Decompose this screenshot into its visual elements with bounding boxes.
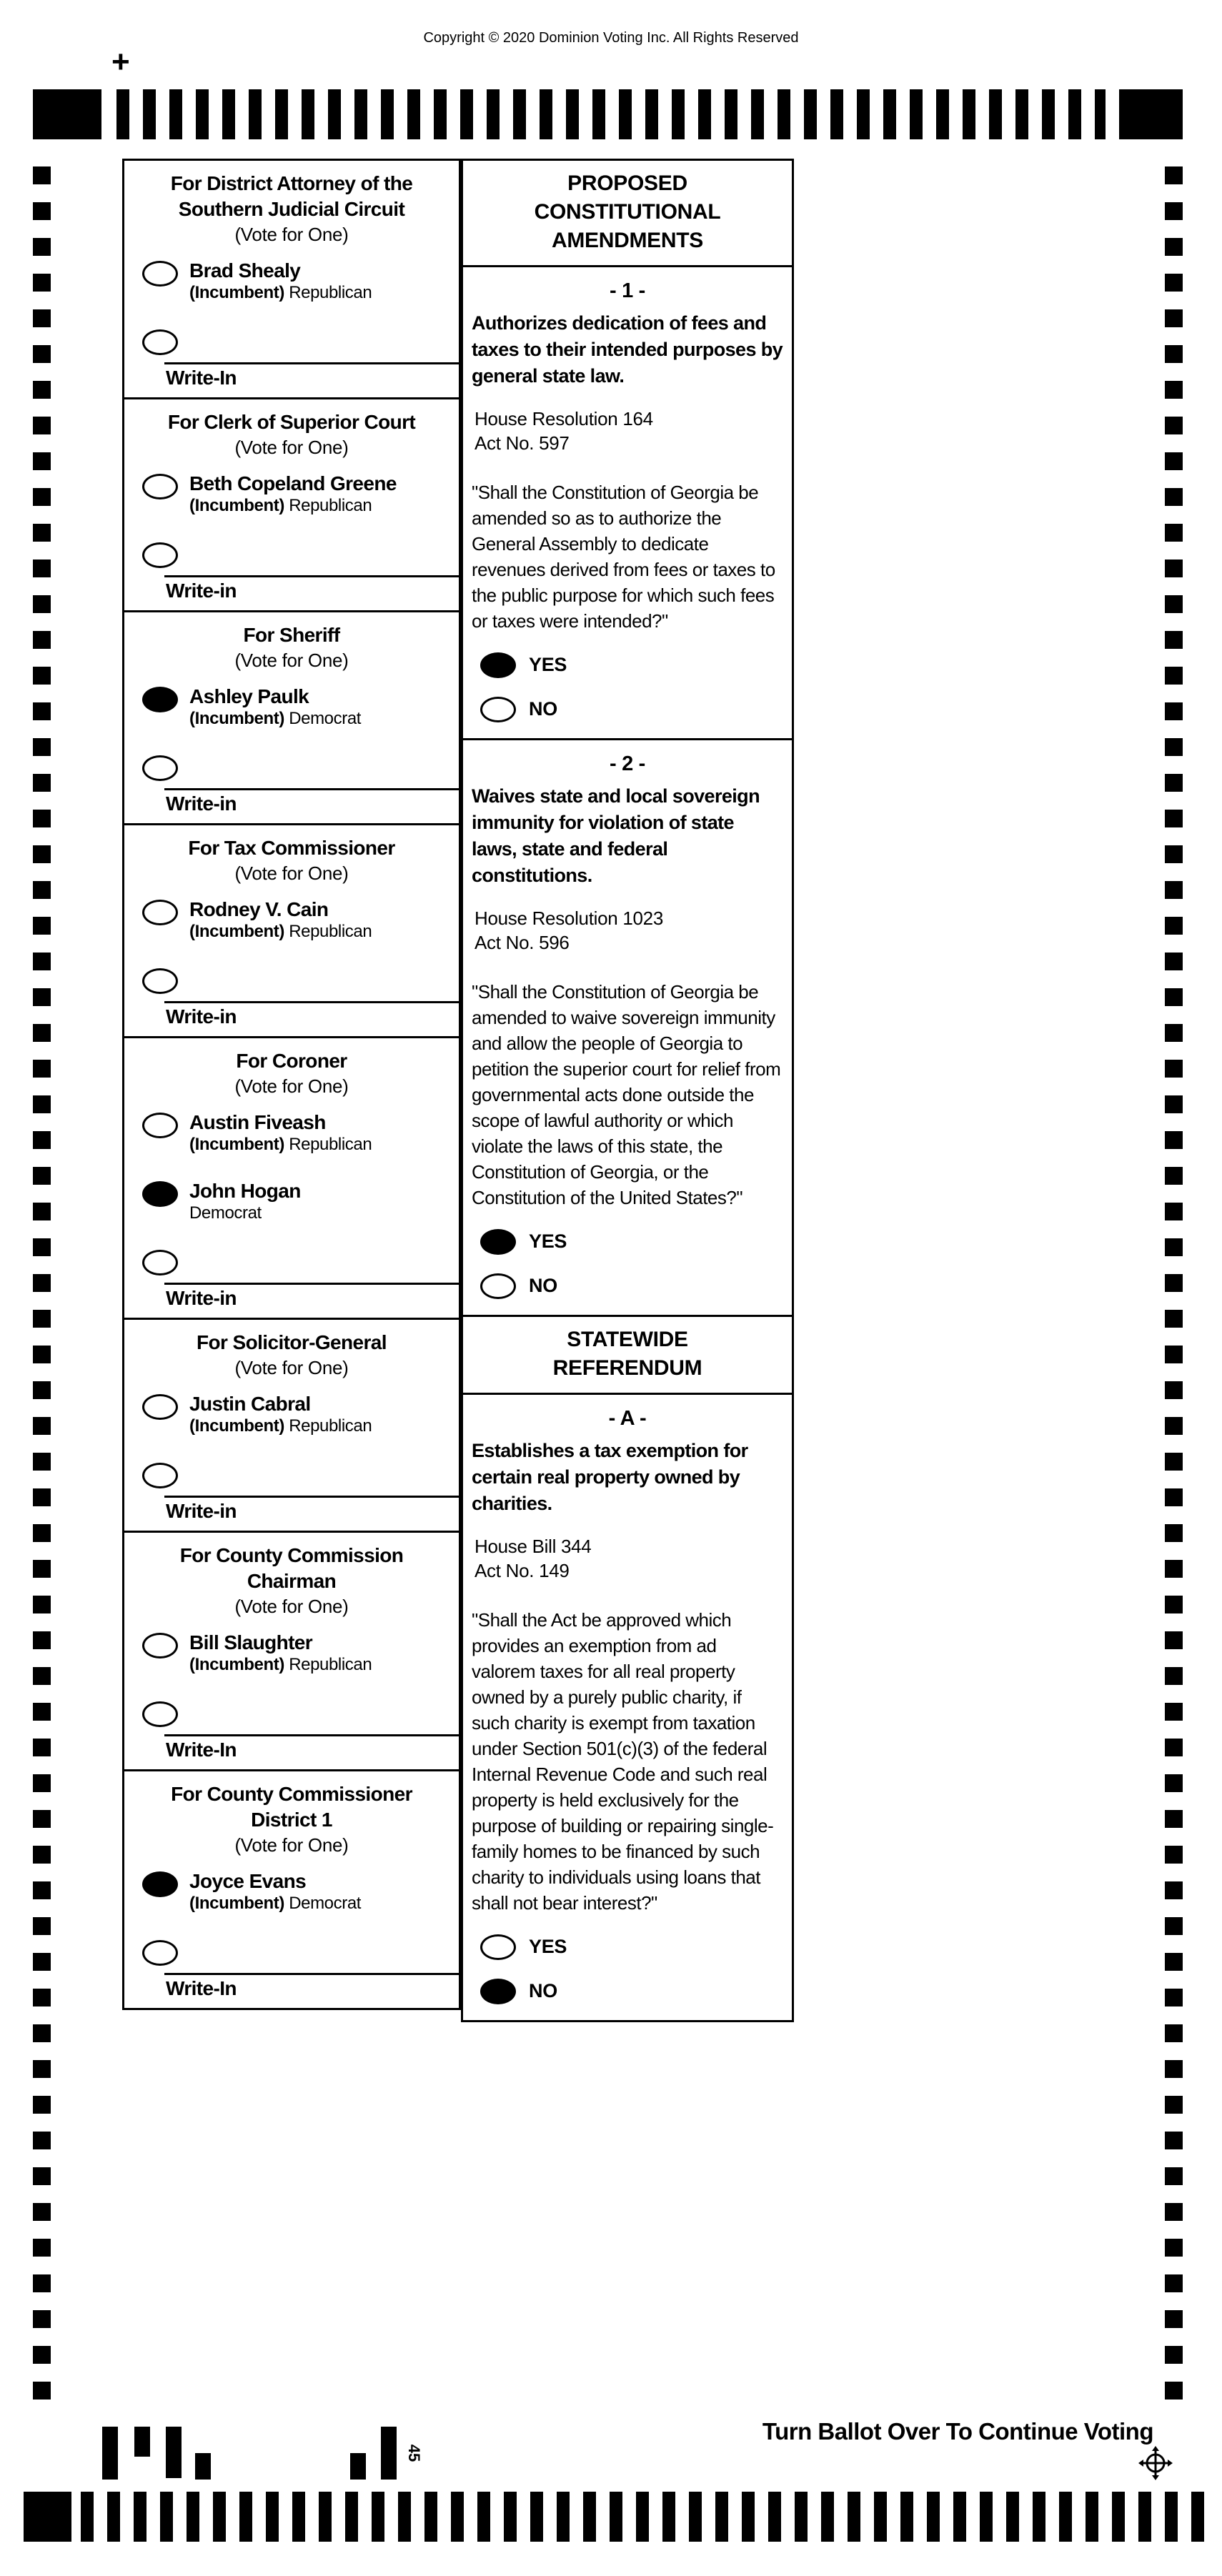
contests-column — [122, 159, 461, 2010]
answer-oval[interactable] — [480, 1934, 516, 1960]
candidate-option — [124, 898, 459, 967]
write-in-oval[interactable] — [142, 755, 178, 781]
timing-marks-right — [1165, 166, 1183, 2410]
candidate-option — [124, 259, 459, 328]
candidate-oval[interactable] — [142, 261, 178, 287]
candidate-oval[interactable] — [142, 1113, 178, 1138]
candidate-info — [189, 898, 372, 943]
write-in-oval[interactable] — [142, 542, 178, 568]
candidate-name: Brad Shealy — [189, 259, 301, 282]
contest-title — [124, 409, 459, 435]
timing-mark-block-top-left — [33, 89, 101, 139]
write-in-label: Write-In — [166, 367, 237, 389]
answer-option — [472, 1228, 783, 1255]
measure-section-header — [461, 159, 794, 267]
measure-question: "Shall the Act be approved which provides an exemption from ad valorem taxes for all real property owned by a purely public charity, if such charity is exempt from taxation under Section 501(c)(3) of the federal Internal Revenue Code and such real property is held exclusively for the purpose of building or repairing single-family homes to be financed by such charity to individuals using loans that shall not bear interest?" — [472, 1609, 774, 1914]
candidate-option — [124, 1870, 459, 1939]
answer-option — [472, 695, 783, 722]
write-in-oval[interactable] — [142, 329, 178, 355]
candidate-party — [189, 708, 361, 730]
party-name: Republican — [289, 496, 372, 515]
answer-label: NO — [529, 1979, 557, 2001]
measure-number: - 2 - — [609, 752, 646, 775]
id-mark-bar — [166, 2427, 182, 2478]
candidate-oval[interactable] — [142, 1633, 178, 1659]
turn-ballot-instruction: Turn Ballot Over To Continue Voting — [762, 2418, 1153, 2445]
id-mark-bar — [102, 2427, 118, 2480]
party-name: Republican — [289, 1655, 372, 1674]
party-name: Democrat — [289, 709, 362, 728]
measure-header-line: REFERENDUM — [552, 1356, 702, 1380]
write-in-label: Write-in — [166, 1005, 237, 1028]
write-in-option — [124, 1939, 459, 1973]
candidate-party — [189, 1416, 372, 1437]
candidate-oval[interactable] — [142, 900, 178, 925]
write-in-option — [124, 1248, 459, 1283]
measure-box — [461, 738, 794, 1317]
contest-title-line: For County Commission — [179, 1544, 404, 1566]
contest-title — [124, 835, 459, 861]
write-in-oval[interactable] — [142, 968, 178, 994]
measure-section-header — [461, 1315, 794, 1395]
contest-title-line: For Solicitor-General — [197, 1331, 387, 1353]
answer-oval[interactable] — [480, 1273, 516, 1299]
registration-crosshair-mark — [1138, 2445, 1173, 2481]
incumbent-label: (Incumbent) — [189, 283, 284, 302]
party-name: Democrat — [289, 1894, 362, 1913]
write-in-label: Write-In — [166, 1739, 237, 1761]
measure-box — [461, 265, 794, 740]
contest-title-line: For Tax Commissioner — [188, 837, 395, 859]
contest-box — [124, 823, 459, 1036]
copyright-text: Copyright © 2020 Dominion Voting Inc. All Rights Reserved — [423, 30, 799, 46]
candidate-oval[interactable] — [142, 1181, 178, 1207]
ballot-sequence-number: 45 — [405, 2444, 424, 2462]
contest-title — [124, 1330, 459, 1356]
answer-label: NO — [529, 1274, 557, 1296]
measure-reference-line: House Bill 344 — [475, 1536, 592, 1557]
contest-title-line: Southern Judicial Circuit — [178, 198, 405, 220]
contest-title — [124, 622, 459, 648]
party-name: Republican — [289, 1416, 372, 1436]
id-mark-bar — [134, 2427, 150, 2457]
measure-question: "Shall the Constitution of Georgia be amended so as to authorize the General Assembly to dedicate revenues derived from fees or taxes to the public purpose for which such fees or taxes were intended?" — [472, 482, 775, 632]
contest-box — [124, 610, 459, 823]
write-in-oval[interactable] — [142, 1463, 178, 1488]
answer-label: YES — [529, 1230, 567, 1252]
write-in-label: Write-in — [166, 1500, 237, 1522]
answer-option — [472, 651, 783, 678]
measure-number: - A - — [608, 1407, 647, 1430]
write-in-option — [124, 967, 459, 1001]
contest-title-line: For County Commissioner — [171, 1783, 412, 1805]
measure-header-line: AMENDMENTS — [552, 229, 703, 252]
contest-box — [124, 397, 459, 610]
contest-title — [124, 1781, 459, 1833]
contest-title-line: For District Attorney of the — [170, 172, 413, 194]
timing-mark-block-top-right — [1119, 89, 1183, 139]
contest-box — [124, 1036, 459, 1318]
write-in-oval[interactable] — [142, 1701, 178, 1727]
write-in-option — [124, 754, 459, 788]
candidate-info — [189, 259, 372, 304]
candidate-name: Beth Copeland Greene — [189, 472, 397, 494]
answer-option — [472, 1977, 783, 2004]
candidate-name: Rodney V. Cain — [189, 898, 329, 920]
measure-summary: Waives state and local sovereign immunity for violation of state laws, state and federal constitutions. — [472, 785, 760, 886]
candidate-info — [189, 685, 361, 730]
measure-number: - 1 - — [609, 279, 646, 302]
candidate-oval[interactable] — [142, 1394, 178, 1420]
candidate-name: Austin Fiveash — [189, 1111, 326, 1133]
timing-mark-block-bottom-left — [24, 2492, 71, 2542]
candidate-name: Ashley Paulk — [189, 685, 309, 707]
party-name: Republican — [289, 1135, 372, 1154]
candidate-party — [189, 1893, 361, 1914]
party-name: Republican — [289, 283, 372, 302]
contest-box — [124, 1318, 459, 1531]
contest-title-line: For Coroner — [236, 1050, 347, 1072]
vote-for-instruction: (Vote for One) — [234, 224, 349, 245]
measures-column — [461, 159, 794, 2022]
id-mark-bar — [381, 2427, 397, 2480]
vote-for-instruction: (Vote for One) — [234, 1596, 349, 1617]
candidate-info — [189, 1870, 361, 1914]
candidate-oval[interactable] — [142, 1871, 178, 1897]
incumbent-label: (Incumbent) — [189, 1416, 284, 1436]
party-name: Democrat — [189, 1203, 262, 1223]
candidate-option — [124, 1111, 459, 1180]
answer-oval[interactable] — [480, 1229, 516, 1255]
vote-for-instruction: (Vote for One) — [234, 650, 349, 671]
write-in-oval[interactable] — [142, 1250, 178, 1275]
timing-marks-bottom — [81, 2492, 1210, 2542]
timing-marks-top — [116, 89, 1106, 139]
measure-reference — [472, 407, 783, 455]
incumbent-label: (Incumbent) — [189, 922, 284, 941]
contest-title — [124, 1543, 459, 1594]
answer-oval[interactable] — [480, 1979, 516, 2004]
candidate-party — [189, 921, 372, 943]
vote-for-instruction: (Vote for One) — [234, 1834, 349, 1856]
measure-box — [461, 1393, 794, 2022]
candidate-party — [189, 1203, 301, 1224]
write-in-option — [124, 1700, 459, 1734]
write-in-label: Write-in — [166, 1287, 237, 1309]
candidate-option — [124, 1180, 459, 1248]
vote-for-instruction: (Vote for One) — [234, 862, 349, 884]
vote-for-instruction: (Vote for One) — [234, 1075, 349, 1097]
candidate-name: Justin Cabral — [189, 1393, 311, 1415]
registration-plus-mark: + — [111, 44, 130, 79]
measure-reference — [472, 1534, 783, 1583]
candidate-name: Bill Slaughter — [189, 1631, 313, 1653]
answer-label: YES — [529, 653, 567, 675]
answer-option — [472, 1272, 783, 1299]
answer-label: YES — [529, 1935, 567, 1957]
candidate-info — [189, 1631, 372, 1676]
answer-oval[interactable] — [480, 652, 516, 678]
write-in-option — [124, 328, 459, 362]
measure-header-line: STATEWIDE — [567, 1328, 688, 1351]
candidate-party — [189, 1654, 372, 1676]
contest-box — [124, 1531, 459, 1769]
candidate-info — [189, 1393, 372, 1437]
contest-title-line: For Clerk of Superior Court — [167, 411, 416, 433]
candidate-option — [124, 685, 459, 754]
measure-reference-line: Act No. 597 — [475, 432, 570, 454]
contest-title-line: Chairman — [247, 1570, 337, 1592]
contest-box — [124, 1769, 459, 2008]
measure-reference-line: House Resolution 1023 — [475, 907, 663, 929]
incumbent-label: (Incumbent) — [189, 496, 284, 515]
vote-for-instruction: (Vote for One) — [234, 437, 349, 458]
measure-summary: Authorizes dedication of fees and taxes to their intended purposes by general state law. — [472, 312, 783, 387]
vote-for-instruction: (Vote for One) — [234, 1357, 349, 1378]
answer-label: NO — [529, 697, 557, 720]
incumbent-label: (Incumbent) — [189, 709, 284, 728]
contest-title-line: District 1 — [251, 1809, 332, 1831]
measure-reference-line: Act No. 596 — [475, 932, 570, 953]
write-in-oval[interactable] — [142, 1940, 178, 1966]
contest-title — [124, 1048, 459, 1074]
contest-box — [124, 161, 459, 397]
candidate-party — [189, 495, 397, 517]
id-mark-bar — [195, 2453, 211, 2480]
incumbent-label: (Incumbent) — [189, 1894, 284, 1913]
contest-title — [124, 171, 459, 222]
measure-header-line: CONSTITUTIONAL — [534, 200, 721, 224]
candidate-oval[interactable] — [142, 474, 178, 499]
measure-question: "Shall the Constitution of Georgia be amended to waive sovereign immunity and allow the people of Georgia to petition the superior court for relief from governmental acts done outside the scope of lawful authority or which violate the laws of this state, the Constitution of Georgia, or the Constitution of the United States?" — [472, 981, 781, 1208]
ballot-id-marks — [102, 2427, 438, 2481]
candidate-party — [189, 282, 372, 304]
measure-reference-line: Act No. 149 — [475, 1560, 570, 1581]
write-in-label: Write-in — [166, 580, 237, 602]
write-in-option — [124, 541, 459, 575]
candidate-option — [124, 1631, 459, 1700]
answer-option — [472, 1933, 783, 1960]
answer-oval[interactable] — [480, 697, 516, 722]
timing-marks-left — [33, 166, 51, 2410]
party-name: Republican — [289, 922, 372, 941]
candidate-name: John Hogan — [189, 1180, 301, 1202]
candidate-option — [124, 472, 459, 541]
measure-summary: Establishes a tax exemption for certain real property owned by charities. — [472, 1440, 748, 1514]
write-in-option — [124, 1461, 459, 1496]
contest-title-line: For Sheriff — [243, 624, 340, 646]
incumbent-label: (Incumbent) — [189, 1135, 284, 1154]
measure-reference-line: House Resolution 164 — [475, 408, 653, 429]
write-in-label: Write-In — [166, 1977, 237, 1999]
candidate-info — [189, 1111, 372, 1155]
incumbent-label: (Incumbent) — [189, 1655, 284, 1674]
candidate-option — [124, 1393, 459, 1461]
candidate-party — [189, 1134, 372, 1155]
candidate-info — [189, 472, 397, 517]
candidate-name: Joyce Evans — [189, 1870, 307, 1892]
write-in-label: Write-in — [166, 792, 237, 815]
measure-reference — [472, 906, 783, 955]
measure-header-line: PROPOSED — [567, 171, 687, 195]
id-mark-bar — [350, 2453, 366, 2480]
candidate-oval[interactable] — [142, 687, 178, 712]
candidate-info — [189, 1180, 301, 1224]
